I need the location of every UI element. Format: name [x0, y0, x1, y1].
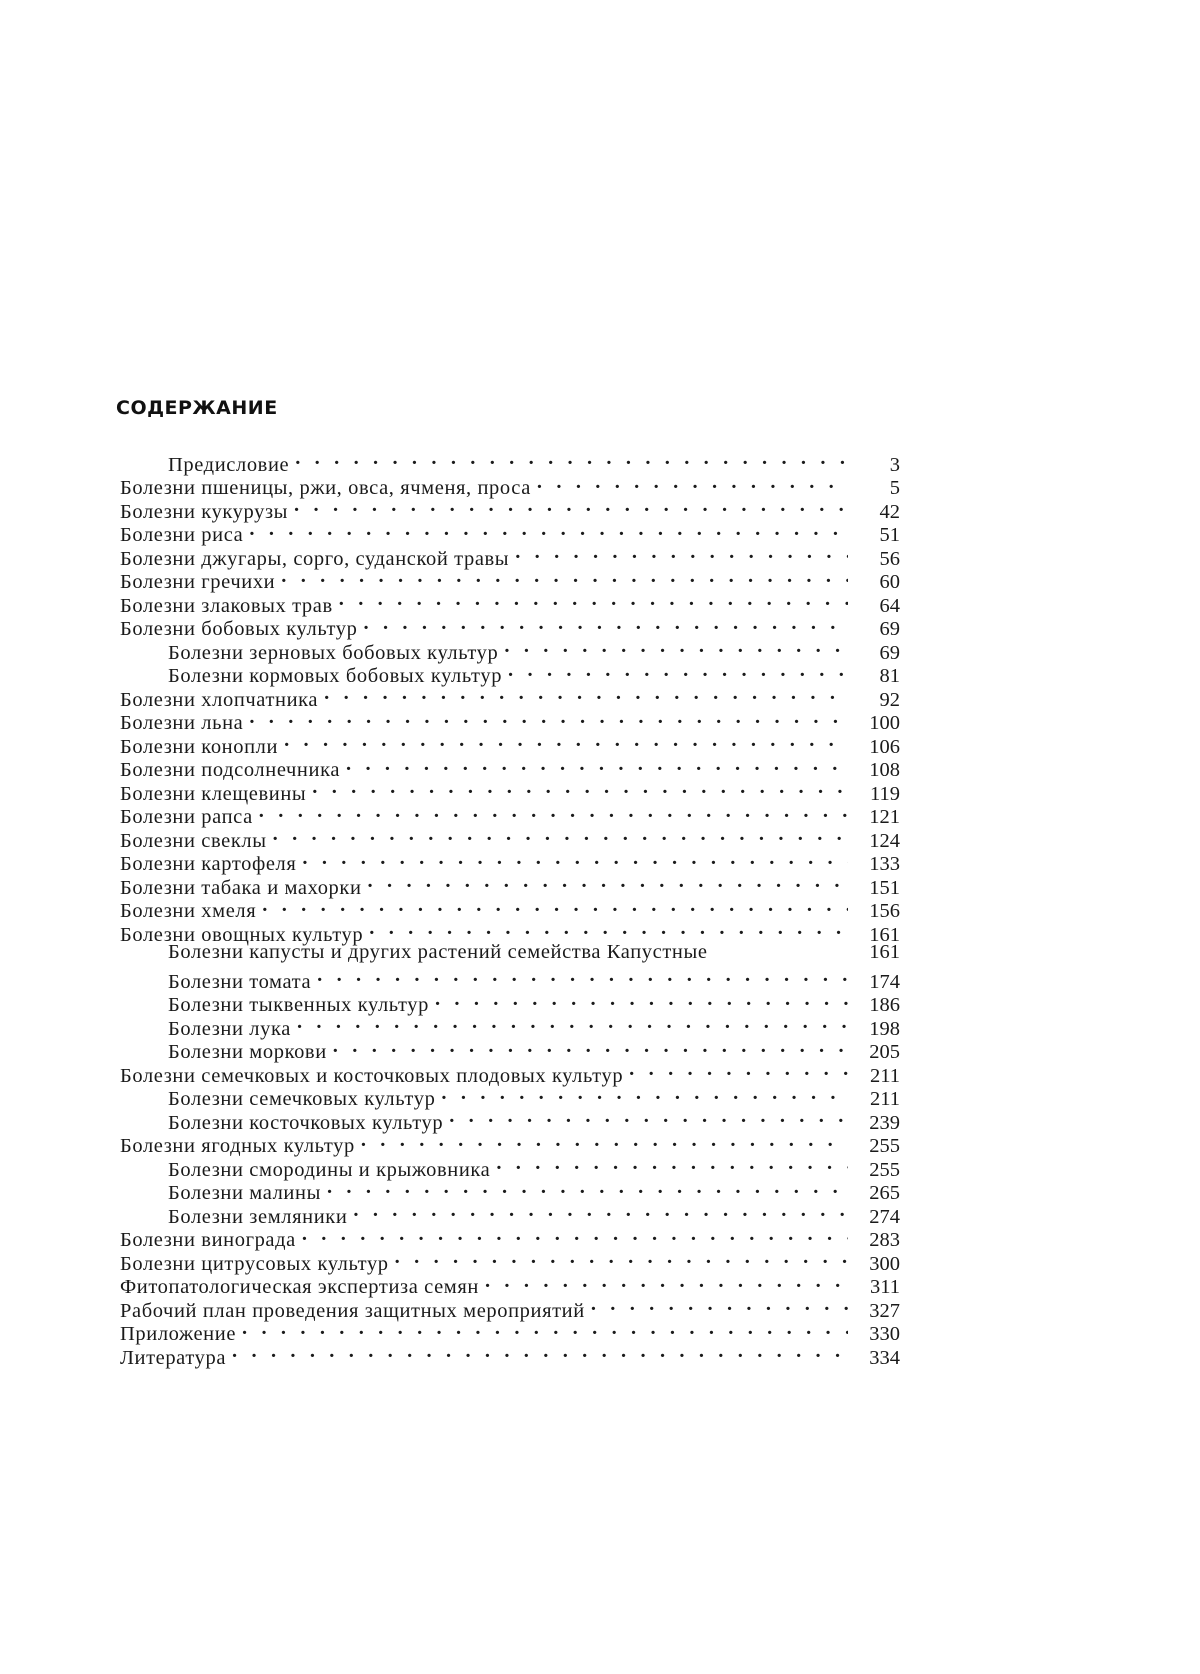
toc-page-number: 198	[869, 1017, 900, 1040]
dot-leader	[317, 964, 848, 988]
toc-entry	[120, 964, 900, 993]
dot-leader	[591, 1293, 848, 1317]
toc-page-number: 108	[869, 759, 900, 781]
toc-page-number: 69	[879, 641, 900, 664]
dot-leader	[485, 1270, 848, 1294]
toc-entry-title: Болезни винограда	[120, 1229, 296, 1251]
toc-entry-title: Болезни кормовых бобовых культур	[168, 665, 503, 687]
toc-entry-title: Болезни цитрусовых культур	[120, 1252, 389, 1275]
dot-leader	[395, 1246, 848, 1270]
dot-leader	[353, 1199, 848, 1223]
toc-page-number: 334	[869, 1346, 900, 1369]
toc-entry-title: Приложение	[120, 1323, 237, 1345]
toc-entry-title: Болезни злаковых трав	[120, 594, 333, 617]
toc-entry-title: Болезни риса	[120, 524, 244, 546]
toc-entry-title: Болезни капусты и других растений семейства Капустные	[168, 940, 708, 963]
dot-leader	[537, 471, 848, 495]
toc-page-number: 265	[869, 1182, 900, 1204]
table-of-contents	[120, 447, 900, 1369]
toc-page-number: 119	[870, 782, 900, 805]
dot-leader	[361, 1129, 848, 1153]
toc-entry-title: Болезни хлопчатника	[120, 688, 319, 711]
toc-page-number: 211	[870, 1064, 900, 1087]
toc-page-number: 42	[879, 500, 900, 523]
toc-page-number: 161	[869, 940, 900, 963]
toc-page-number: 161	[869, 923, 900, 946]
toc-page-number: 3	[889, 453, 900, 476]
toc-entry-title: Болезни картофеля	[120, 853, 297, 875]
dot-leader	[284, 729, 848, 753]
toc-entry-title: Рабочий план проведения защитных мероприятий	[120, 1299, 585, 1322]
toc-page-number: 311	[870, 1276, 900, 1298]
toc-page-number: 283	[869, 1229, 900, 1251]
dot-leader	[242, 1317, 848, 1341]
toc-entry-title: Болезни тыквенных культур	[168, 994, 429, 1016]
toc-entry-title: Болезни хмеля	[120, 900, 257, 922]
toc-entry	[120, 447, 900, 476]
dot-leader	[435, 988, 848, 1012]
toc-page-number: 255	[869, 1158, 900, 1181]
toc-page-number: 156	[869, 900, 900, 922]
dot-leader	[297, 1011, 848, 1035]
toc-page-number: 121	[869, 806, 900, 828]
dot-leader	[312, 776, 848, 800]
toc-page-number: 81	[879, 665, 900, 687]
toc-page-number: 5	[889, 477, 900, 499]
toc-page-number: 69	[879, 618, 900, 640]
dot-leader	[249, 518, 848, 542]
toc-entry-title: Болезни гречихи	[120, 571, 276, 593]
toc-entry-title: Болезни конопли	[120, 735, 279, 758]
dot-leader	[346, 753, 848, 777]
dot-leader	[294, 494, 848, 518]
toc-entry-title: Фитопатологическая экспертиза семян	[120, 1276, 479, 1298]
toc-page-number: 300	[869, 1252, 900, 1275]
toc-entry-title: Болезни семечковых и косточковых плодовых культур	[120, 1064, 624, 1087]
toc-entry	[120, 941, 900, 965]
toc-entry-title: Болезни ягодных культур	[120, 1135, 355, 1157]
dot-leader	[449, 1105, 848, 1129]
dot-leader	[369, 917, 848, 941]
toc-page-number: 211	[870, 1088, 900, 1110]
dot-leader	[295, 447, 848, 471]
dot-leader	[302, 847, 848, 871]
toc-page-number: 92	[879, 688, 900, 711]
dot-leader	[259, 800, 848, 824]
dot-leader	[302, 1223, 848, 1247]
dot-leader	[281, 565, 848, 589]
toc-entry-title: Болезни подсолнечника	[120, 759, 341, 781]
toc-entry-title: Болезни пшеницы, ржи, овса, ячменя, проса	[120, 477, 531, 499]
toc-entry-title: Болезни джугары, сорго, суданской травы	[120, 547, 510, 570]
toc-page-number: 133	[869, 853, 900, 875]
dot-leader	[232, 1340, 848, 1364]
toc-page-number: 64	[879, 594, 900, 617]
dot-leader	[249, 706, 848, 730]
toc-entry-title: Болезни кукурузы	[120, 500, 289, 523]
toc-entry-title: Предисловие	[168, 453, 290, 476]
dot-leader	[496, 1152, 848, 1176]
dot-leader	[327, 1176, 848, 1200]
toc-entry-title: Болезни семечковых культур	[168, 1088, 436, 1110]
toc-page-number: 60	[879, 571, 900, 593]
toc-entry-title: Болезни моркови	[168, 1041, 327, 1063]
toc-entry	[120, 1340, 900, 1369]
toc-entry-title: Болезни табака и махорки	[120, 876, 362, 899]
toc-entry-title: Литература	[120, 1346, 227, 1369]
toc-page-number: 151	[869, 876, 900, 899]
toc-entry-title: Болезни томата	[168, 970, 312, 993]
toc-page-number: 239	[869, 1111, 900, 1134]
toc-page-number: 106	[869, 735, 900, 758]
dot-leader	[339, 588, 848, 612]
toc-page-number: 100	[869, 712, 900, 734]
toc-page-number: 56	[879, 547, 900, 570]
toc-entry-title: Болезни лука	[168, 1017, 291, 1040]
toc-page-number: 51	[879, 524, 900, 546]
toc-page-number: 255	[869, 1135, 900, 1157]
dot-leader	[262, 894, 848, 918]
toc-page-number: 205	[869, 1041, 900, 1063]
page-title: СОДЕРЖАНИЕ	[116, 397, 278, 419]
dot-leader	[333, 1035, 848, 1059]
toc-entry-title: Болезни овощных культур	[120, 923, 364, 946]
dot-leader	[364, 612, 849, 636]
toc-entry-title: Болезни косточковых культур	[168, 1111, 444, 1134]
dot-leader	[441, 1082, 848, 1106]
dot-leader	[629, 1058, 848, 1082]
toc-page-number: 124	[869, 829, 900, 852]
toc-entry-title: Болезни клещевины	[120, 782, 307, 805]
toc-page-number: 274	[869, 1205, 900, 1228]
toc-page-number: 186	[869, 994, 900, 1016]
toc-entry-title: Болезни рапса	[120, 806, 253, 828]
dot-leader	[273, 823, 848, 847]
toc-page-number: 327	[869, 1299, 900, 1322]
toc-entry-title: Болезни льна	[120, 712, 244, 734]
dot-leader	[515, 541, 848, 565]
toc-entry-title: Болезни свеклы	[120, 829, 267, 852]
toc-entry-title: Болезни зерновых бобовых культур	[168, 641, 499, 664]
dot-leader	[324, 682, 848, 706]
toc-entry-title: Болезни смородины и крыжовника	[168, 1158, 491, 1181]
dot-leader	[508, 659, 848, 683]
toc-page-number: 174	[869, 970, 900, 993]
toc-entry-title: Болезни земляники	[168, 1205, 348, 1228]
dot-leader	[504, 635, 848, 659]
toc-page-number: 330	[869, 1323, 900, 1345]
toc-entry-title: Болезни малины	[168, 1182, 321, 1204]
dot-leader	[368, 870, 848, 894]
toc-entry-title: Болезни бобовых культур	[120, 618, 358, 640]
